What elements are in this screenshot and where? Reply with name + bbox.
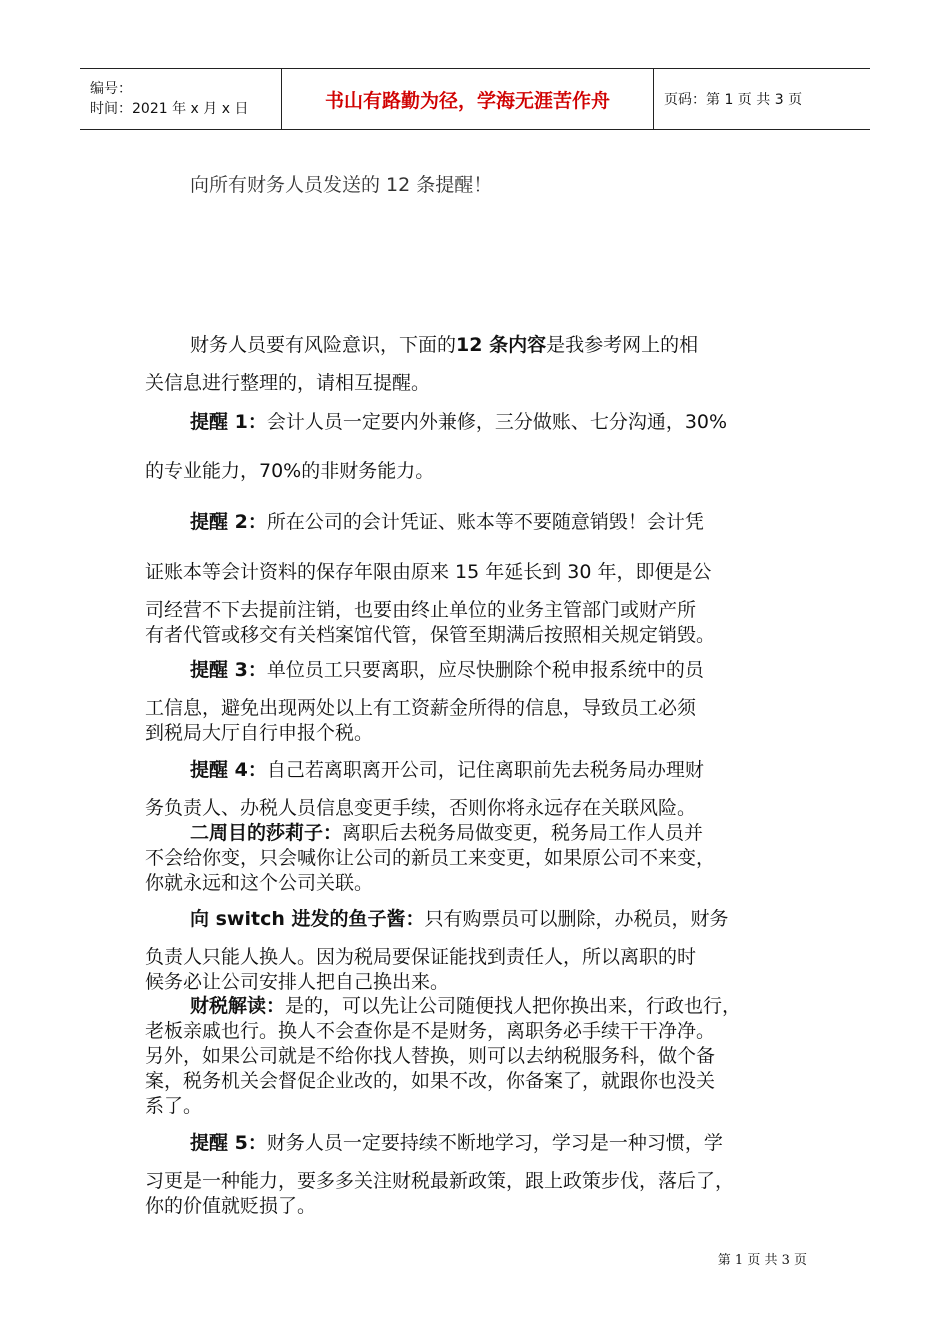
comment-1-line-2: 不会给你变，只会喊你让公司的新员工来变更，如果原公司不来变，: [145, 847, 716, 869]
comment-author: 财税解读：: [190, 995, 286, 1017]
reminder-label: 提醒 4：: [190, 759, 267, 781]
intro-line-1: 财务人员要有风险意识，下面的12 条内容是我参考网上的相: [190, 334, 699, 356]
comment-author: 向 switch 进发的鱼子酱：: [190, 908, 425, 930]
comment-1: 二周目的莎莉子：离职后去税务局做变更，税务局工作人员并: [190, 822, 704, 844]
header-page-info: 页码：第 1 页 共 3 页: [664, 92, 803, 108]
comment-2-line-2: 负责人只能人换人。因为税局要保证能找到责任人，所以离职的时: [145, 946, 697, 968]
comment-3-line-5: 系了。: [145, 1095, 203, 1117]
reminder-label: 提醒 2：: [190, 511, 267, 533]
reminder-5-line-3: 你的价值就贬损了。: [145, 1195, 317, 1217]
reminder-3-line-2: 工信息，避免出现两处以上有工资薪金所得的信息，导致员工必须: [145, 697, 697, 719]
reminder-2-line-2: 证账本等会计资料的保存年限由原来 15 年延长到 30 年，即便是公: [145, 561, 712, 583]
comment-2: 向 switch 进发的鱼子酱：只有购票员可以删除，办税员，财务: [190, 908, 729, 930]
comment-1-line-3: 你就永远和这个公司关联。: [145, 872, 374, 894]
reminder-label: 提醒 1：: [190, 411, 267, 433]
reminder-1-line-2: 的专业能力，70%的非财务能力。: [145, 460, 435, 482]
reminder-3-line-3: 到税局大厅自行申报个税。: [145, 722, 374, 744]
reminder-label: 提醒 5：: [190, 1132, 267, 1154]
reminder-2-line-4: 有者代管或移交有关档案馆代管，保管至期满后按照相关规定销毁。: [145, 624, 716, 646]
page-footer: 第 1 页 共 3 页: [717, 1253, 807, 1268]
comment-2-line-3: 候务必让公司安排人把自己换出来。: [145, 971, 450, 993]
reminder-5-line-2: 习更是一种能力，要多多关注财税最新政策，跟上政策步伐，落后了，: [145, 1170, 735, 1192]
header-table: [80, 68, 870, 130]
reminder-3: 提醒 3：单位员工只要离职，应尽快删除个税申报系统中的员: [190, 659, 704, 681]
reminder-2-line-3: 司经营不下去提前注销，也要由终止单位的业务主管部门或财产所: [145, 599, 697, 621]
document-title: 向所有财务人员发送的 12 条提醒！: [190, 174, 493, 196]
document-date: 时间：2021 年 x 月 x 日: [90, 101, 249, 117]
reminder-1: 提醒 1：会计人员一定要内外兼修，三分做账、七分沟通，30%: [190, 411, 728, 433]
reminder-label: 提醒 3：: [190, 659, 267, 681]
intro-line-2: 关信息进行整理的，请相互提醒。: [145, 372, 431, 394]
comment-3: 财税解读：是的，可以先让公司随便找人把你换出来，行政也行，: [190, 995, 742, 1017]
header-motto: 书山有路勤为径，学海无涯苦作舟: [282, 69, 654, 129]
document-number-label: 编号：: [90, 81, 132, 97]
reminder-5: 提醒 5：财务人员一定要持续不断地学习，学习是一种习惯，学: [190, 1132, 723, 1154]
comment-author: 二周目的莎莉子：: [190, 822, 343, 844]
comment-3-line-2: 老板亲戚也行。换人不会查你是不是财务，离职务必手续干干净净。: [145, 1020, 716, 1042]
comment-3-line-4: 案，税务机关会督促企业改的，如果不改，你备案了，就跟你也没关: [145, 1070, 716, 1092]
header-meta: [80, 69, 282, 129]
reminder-2: 提醒 2：所在公司的会计凭证、账本等不要随意销毁！会计凭: [190, 511, 704, 533]
reminder-4: 提醒 4：自己若离职离开公司，记住离职前先去税务局办理财: [190, 759, 704, 781]
comment-3-line-3: 另外，如果公司就是不给你找人替换，则可以去纳税服务科，做个备: [145, 1045, 716, 1067]
reminder-4-line-2: 务负责人、办税人员信息变更手续，否则你将永远存在关联风险。: [145, 797, 697, 819]
intro-highlight: 12 条内容: [456, 334, 547, 356]
